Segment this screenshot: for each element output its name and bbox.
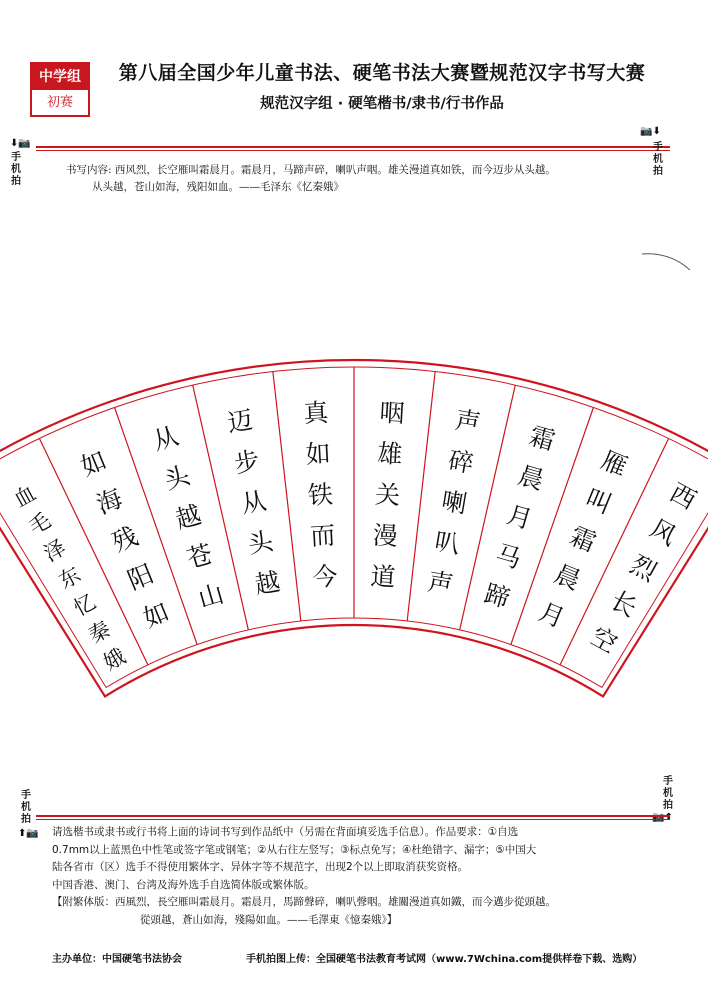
fan-character: 霜	[526, 421, 559, 456]
fan-character: 东	[54, 562, 85, 594]
fan-character: 叭	[432, 526, 463, 560]
fan-column	[426, 405, 483, 599]
content-line-1: 西风烈，长空雁叫霜晨月。霜晨月，马蹄声碎，喇叭声咽。雄关漫道真如铁，而今迈步从头越。	[114, 164, 556, 176]
camera-icon: 📷⬆	[652, 812, 673, 823]
fan-character: 泽	[39, 535, 70, 567]
fan-character: 碎	[446, 445, 476, 479]
phone-shot-label-right-bottom: 手 机 拍	[663, 776, 673, 811]
fan-column	[481, 421, 558, 613]
footer-organizer: 主办单位：中国硬笔书法协会	[52, 954, 182, 965]
fan-character: 苍	[183, 539, 216, 575]
fan-character: 如	[139, 596, 174, 634]
page-title: 第八届全国少年儿童书法、硬笔书法大赛暨规范汉字书写大赛	[118, 62, 646, 84]
fan-character: 越	[252, 566, 283, 600]
fan-character: 残	[107, 521, 143, 558]
fan-character: 关	[374, 479, 401, 511]
fan-character: 叫	[581, 483, 616, 520]
fan-character: 真	[302, 397, 330, 429]
fan-character: 晨	[514, 460, 547, 496]
fan-character: 如	[76, 445, 111, 482]
fan-character: 海	[92, 483, 127, 520]
camera-icon: ⬇📷	[10, 138, 31, 149]
fan-column	[370, 398, 406, 592]
fan-character: 马	[492, 539, 525, 575]
bottom-rule	[36, 815, 670, 820]
fan-column	[303, 398, 339, 592]
fan-character: 空	[586, 621, 622, 659]
fan-character: 越	[172, 499, 205, 535]
fan-character: 迈	[225, 405, 255, 438]
fan-character: 长	[605, 585, 642, 624]
fan-character: 忆	[69, 589, 100, 621]
fan-character: 晨	[550, 559, 585, 596]
fan-column	[150, 421, 227, 613]
fan-character: 山	[194, 578, 227, 614]
fan-character: 蹄	[481, 578, 514, 614]
phone-shot-label-left: 手 机 拍	[11, 152, 21, 187]
fan-character: 声	[425, 566, 456, 600]
fan-character: 雁	[597, 445, 632, 482]
badge-group-label: 中学组	[32, 64, 88, 90]
fan-character: 头	[245, 526, 276, 560]
fan-character: 漫	[371, 520, 399, 552]
fan-character: 声	[453, 405, 483, 438]
fan-character: 风	[645, 513, 682, 552]
phone-shot-label-left-bottom: 手 机 拍	[21, 790, 31, 825]
phone-shot-label-right: 手 机 拍	[653, 142, 663, 177]
fan-character: 霜	[565, 521, 601, 558]
req-line-4: 中国香港、澳门、台湾及海外选手自选简体版或繁体版。	[52, 878, 315, 891]
req-trad-line-1: 【附繁体版：西風烈，長空雁叫霜晨月。霜晨月，馬蹄聲碎，喇叭聲咽。雄關漫道真如鐵，而今邁步從頭越。	[52, 896, 556, 908]
camera-icon: ⬆📷	[18, 828, 39, 839]
requirements	[52, 824, 672, 929]
fan-character: 从	[239, 486, 269, 519]
fan-character: 喇	[439, 486, 469, 519]
fan-character: 血	[9, 480, 40, 513]
req-trad-line-2: 從頭越，蒼山如海，殘陽如血。——毛澤東《憶秦娥》】	[140, 913, 398, 926]
fan-character: 雄	[376, 438, 404, 470]
fan-character: 从	[149, 421, 182, 456]
fan-character: 秦	[84, 616, 115, 648]
content-line-2: 从头越，苍山如海，残阳如血。——毛泽东《忆秦娥》	[92, 181, 344, 193]
fan-character: 月	[503, 499, 536, 535]
fan-character: 道	[369, 561, 397, 592]
content-label: 书写内容:	[66, 164, 112, 176]
fan-character: 头	[161, 460, 194, 496]
fan-character: 咽	[378, 397, 406, 429]
fan-character: 烈	[625, 549, 662, 588]
fan-character: 毛	[24, 508, 55, 540]
fan-character: 月	[534, 596, 569, 634]
fan-character: 如	[304, 438, 332, 470]
fan-character: 而	[309, 520, 337, 552]
footer-upload: 手机拍图上传：全国硬笔书法教育考试网（www.7Wchina.com提供样卷下载、选购）	[246, 954, 643, 965]
fan-character: 步	[232, 445, 262, 479]
req-line-1: 请选楷书或隶书或行书将上面的诗词书写到作品纸中（另需在背面填妥选手信息）。作品要求：①自选	[52, 826, 519, 838]
badge-round-label: 初赛	[46, 95, 73, 110]
camera-icon: 📷⬇	[640, 126, 661, 137]
fan-character: 铁	[307, 479, 334, 511]
req-line-2: 0.7mm以上蓝黑色中性笔或签字笔或钢笔；②从右往左竖写；③标点免写；④杜绝错字、漏字；⑤中国大	[52, 843, 537, 856]
fan-character: 阳	[123, 559, 158, 596]
fan-column	[225, 405, 282, 599]
fan-character: 娥	[99, 643, 130, 676]
req-line-3: 陆各省市（区）选手不得使用繁体字、异体字等不规范字，出现2个以上即取消获奖资格。	[52, 861, 469, 873]
fan-character: 西	[665, 477, 701, 516]
page-subtitle: 规范汉字组 · 硬笔楷书/隶书/行书作品	[260, 96, 504, 112]
fan-character: 今	[311, 561, 339, 592]
